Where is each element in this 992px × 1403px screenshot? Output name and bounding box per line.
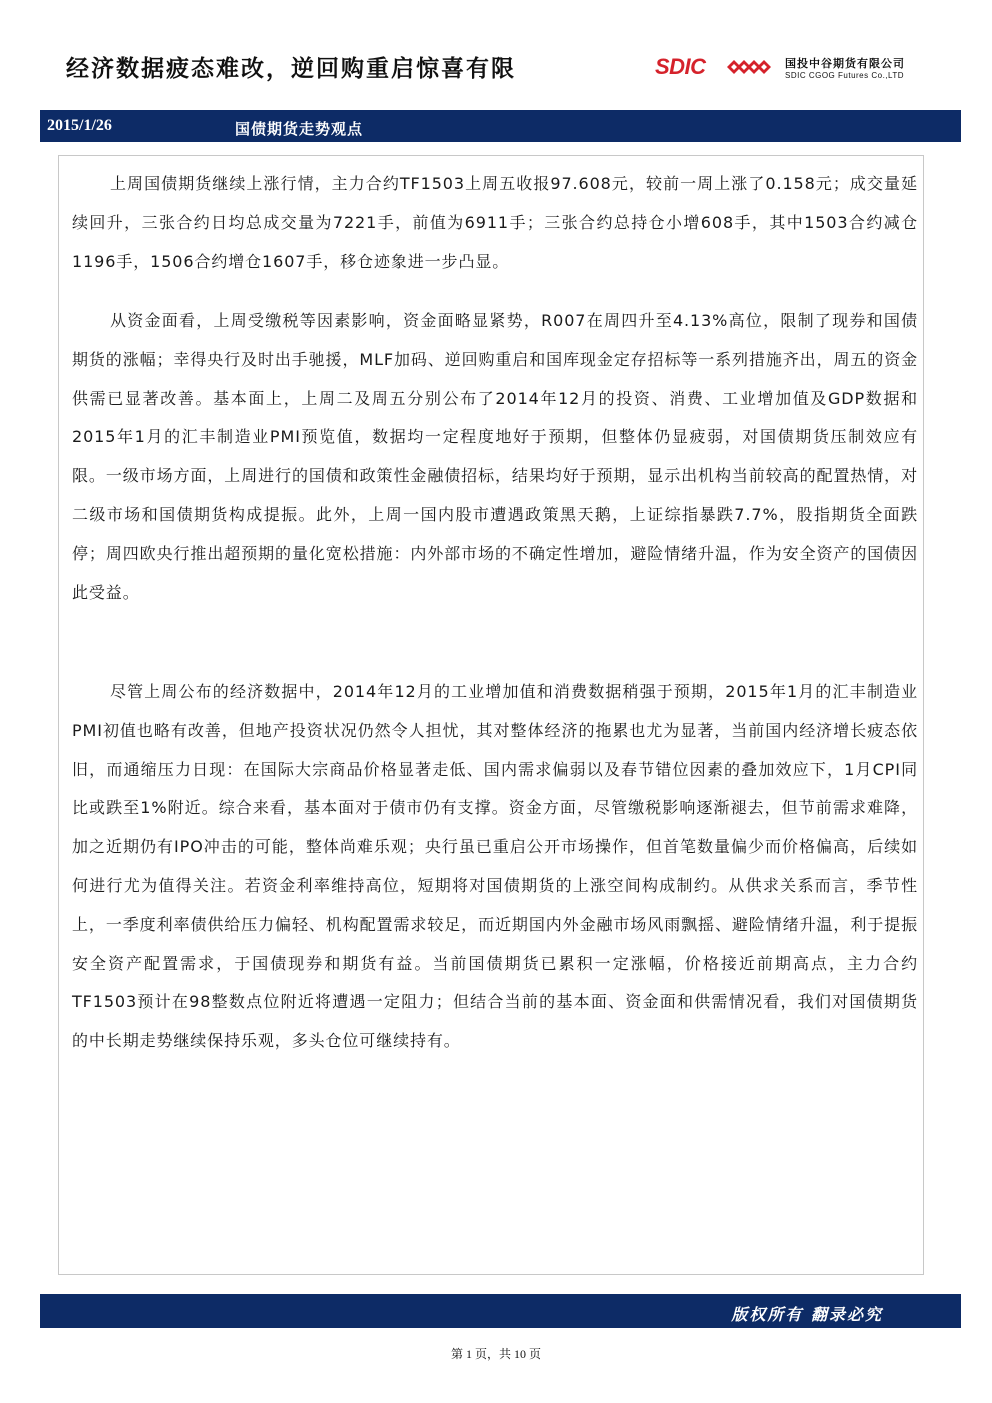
paragraph-3: 尽管上周公布的经济数据中，2014年12月的工业增加值和消费数据稍强于预期，2015年1月的汇丰制造业PMI初值也略有改善，但地产投资状况仍然令人担忧，其对整体经济的拖累也尤为显著，当前国内经济增长疲态依旧，而通缩压力日现：在国际大宗商品价格显著走低、国内需求偏弱以及春节错位因素的叠加效应下，1月CPI同比或跌至1%附近。综合来看，基本面对于债市仍有支撑。资金方面，尽管缴税影响逐渐褪去，但节前需求难降，加之近期仍有IPO冲击的可能，整体尚难乐观；央行虽已重启公开市场操作，但首笔数量偏少而价格偏高，后续如何进行尤为值得关注。若资金利率维持高位，短期将对国债期货的上涨空间构成制约。从供求关系而言，季节性上，一季度利率债供给压力偏轻、机构配置需求较足，而近期国内外金融市场风雨飘摇、避险情绪升温，利于提振安全资产配置需求，于国债现券和期货有益。当前国债期货已累积一定涨幅，价格接近前期高点，主力合约TF1503预计在98整数点位附近将遭遇一定阻力；但结合当前的基本面、资金面和供需情况看，我们对国债期货的中长期走势继续保持乐观，多头仓位可继续持有。	[72, 682, 918, 1051]
paragraph-1: 上周国债期货继续上涨行情，主力合约TF1503上周五收报97.608元，较前一周上涨了0.158元；成交量延续回升，三张合约日均总成交量为7221手，前值为6911手；三张合约总持仓小增608手，其中1503合约减仓1196手，1506合约增仓1607手，移仓迹象进一步凸显。	[72, 174, 918, 271]
logo-brand-text: SDIC	[655, 54, 706, 79]
footer-band	[40, 1294, 961, 1328]
page-number: 第 1 页，共 10 页	[450, 1347, 541, 1361]
logo-company-cn: 国投中谷期货有限公司	[785, 57, 905, 70]
section-title: 国债期货走势观点	[235, 120, 364, 138]
report-title: 经济数据疲态难改，逆回购重启惊喜有限	[66, 55, 516, 82]
logo-diamond-icon	[721, 54, 775, 80]
report-date: 2015/1/26	[47, 117, 112, 134]
logo-company-en: SDIC CGOG Futures Co.,LTD	[785, 71, 905, 80]
company-logo	[655, 52, 935, 86]
paragraph-2: 从资金面看，上周受缴税等因素影响，资金面略显紧势，R007在周四升至4.13%高位，限制了现券和国债期货的涨幅；幸得央行及时出手驰援，MLF加码、逆回购重启和国库现金定存招标等一系列措施齐出，周五的资金供需已显著改善。基本面上，上周二及周五分别公布了2014年12月的投资、消费、工业增加值及GDP数据和2015年1月的汇丰制造业PMI预览值，数据均一定程度地好于预期，但整体仍显疲弱，对国债期货压制效应有限。一级市场方面，上周进行的国债和政策性金融债招标，结果均好于预期，显示出机构当前较高的配置热情，对二级市场和国债期货构成提振。此外，上周一国内股市遭遇政策黑天鹅，上证综指暴跌7.7%，股指期货全面跌停；周四欧央行推出超预期的量化宽松措施：内外部市场的不确定性增加，避险情绪升温，作为安全资产的国债因此受益。	[72, 311, 918, 602]
header-band	[40, 110, 961, 142]
copyright-notice: 版权所有 翻录必究	[731, 1305, 883, 1324]
